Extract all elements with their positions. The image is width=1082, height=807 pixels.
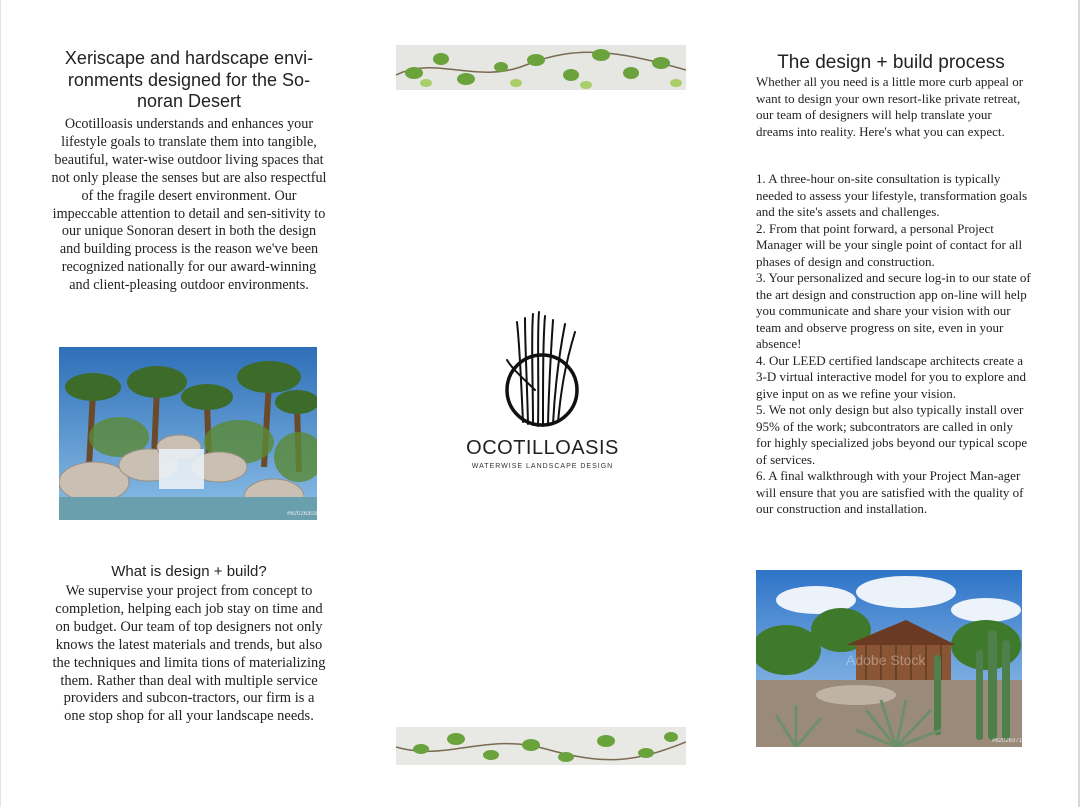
waterfall-watermark: #62026303 (287, 511, 317, 517)
intro-paragraph: Ocotilloasis understands and enhances your lifestyle goals to translate them into tangible, beautiful, water-wise outdoor living spaces that not only please the senses but are also respectful of the fragile desert environment. Our impeccable attention to detail and sen-sitivity to our unique Sonoran desert in both the design and building process is the reason we've been recognized nationally for our award-winning and client-pleasing outdoor environments. (51, 116, 327, 294)
process-steps-list (756, 171, 1031, 518)
process-step: 6. A final walkthrough with your Project Man-ager will ensure that you are satisfied with the quality of our construction and installation. (756, 468, 1024, 516)
design-build-heading: What is design + build? (111, 563, 267, 580)
process-step: 5. We not only design but also typically install over 95% of the work; subcontrators are called in only for highly specialized jobs beyond our typical scope of services. (756, 402, 1028, 467)
stock-watermark: Adobe Stock (846, 652, 926, 668)
logo-wordmark: OCOTILLOASIS (466, 437, 619, 459)
process-step: 4. Our LEED certified landscape architects create a 3-D virtual interactive model for you to explore and give input on as we refine your vision. (756, 352, 1027, 401)
hacienda-watermark: #62026371 (992, 738, 1022, 744)
xeriscape-heading: Xeriscape and hardscape envi-ronments designed for the So-noran Desert (64, 48, 314, 111)
logo-tagline: WATERWISE LANDSCAPE DESIGN (471, 463, 614, 470)
process-heading: The design + build process (777, 52, 1005, 73)
ocotillo-emblem-icon (465, 310, 620, 435)
process-step: 2. From that point forward, a personal Project Manager will be your single point of contact for all phases of design and construction. (756, 220, 1023, 269)
vine-wall-photo-bottom (396, 727, 686, 765)
process-step: 3. Your personalized and secure log-in to our state of the art design and construction app on-line will help you communicate and share your vision with our team and observe progress on site, even in your absence! (756, 270, 1031, 351)
waterfall-garden-photo (59, 347, 317, 520)
process-step: 1. A three-hour on-site consultation is typically needed to assess your lifestyle, transformation goals and the site's assets and challenges. (756, 171, 1028, 219)
design-build-paragraph: We supervise your project from concept to completion, helping each job stay on time and on budget. Our team of top designers not only knows the latest materials and trends, but also the techniques and limita tions of materializing them. Rather than deal with multiple service providers and subcon-tractors, our firm is a one stop shop for all your landscape needs. (52, 583, 326, 725)
process-intro-paragraph: Whether all you need is a little more curb appeal or want to design your own resort-like private retreat, our team of designers will help translate your dreams into reality. Here's what you can expect. (756, 74, 1024, 139)
hacienda-cactus-photo (756, 570, 1022, 747)
vine-wall-photo-top (396, 45, 686, 90)
ocotilloasis-logo (465, 310, 620, 480)
